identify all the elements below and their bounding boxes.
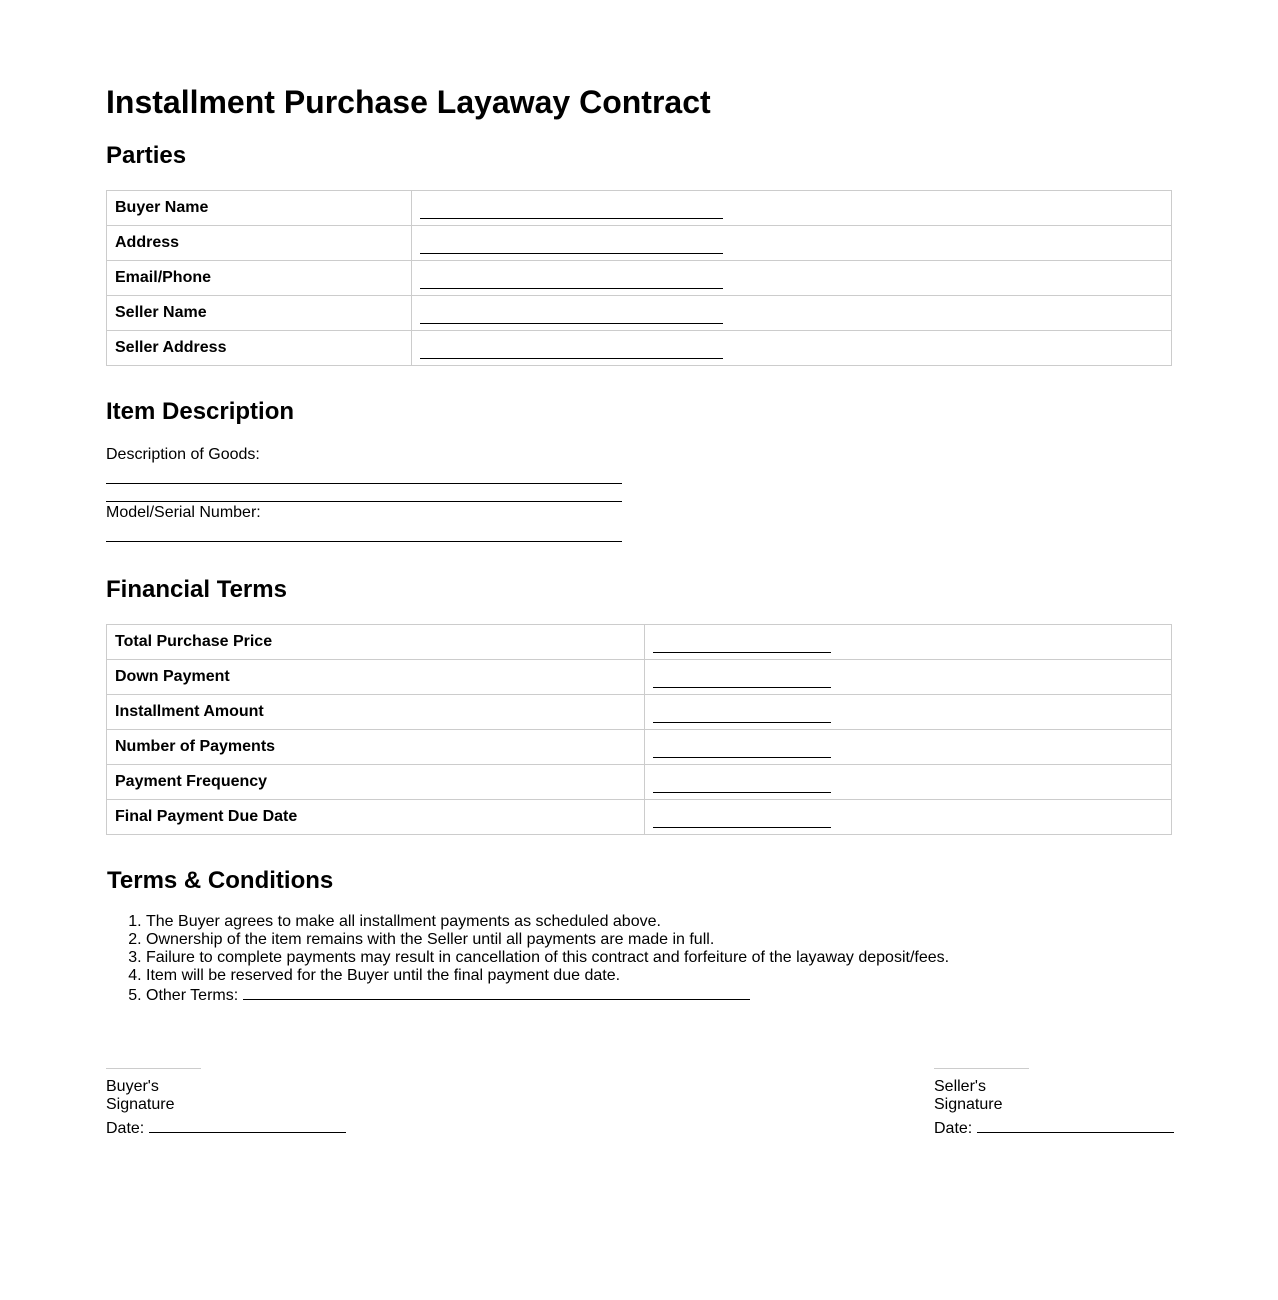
number-of-payments-field[interactable]: [653, 742, 831, 758]
term-text: Failure to complete payments may result in cancellation of this contract and forfeiture of the layaway deposit/fees.: [146, 949, 950, 966]
buyer-signature-label: Buyer's Signature: [106, 1078, 175, 1113]
down-payment-label: Down Payment: [107, 660, 645, 695]
buyer-name-field[interactable]: [420, 203, 723, 219]
buyer-date-label: Date:: [106, 1120, 145, 1137]
installment-amount-field[interactable]: [653, 707, 831, 723]
term-item: [146, 949, 949, 967]
term-item: [146, 931, 949, 949]
payment-frequency-cell: [645, 765, 1172, 800]
financial-terms-heading: Financial Terms: [106, 576, 287, 603]
table-row: [107, 191, 1172, 226]
seller-date-label: Date:: [934, 1120, 973, 1137]
down-payment-field[interactable]: [653, 672, 831, 688]
term-text: The Buyer agrees to make all installment payments as scheduled above.: [146, 913, 661, 930]
description-of-goods-line-2[interactable]: [106, 501, 622, 502]
term-item: [146, 985, 949, 1005]
number-of-payments-label: Number of Payments: [107, 730, 645, 765]
item-description-heading: Item Description: [106, 398, 295, 425]
buyer-date-field[interactable]: [149, 1118, 346, 1133]
table-row: [107, 695, 1172, 730]
seller-signature-line[interactable]: [934, 1068, 1029, 1069]
final-payment-due-date-field[interactable]: [653, 812, 831, 828]
table-row: [107, 800, 1172, 835]
table-row: [107, 331, 1172, 366]
seller-name-cell: [412, 296, 1172, 331]
buyer-name-cell: [412, 191, 1172, 226]
email-phone-cell: [412, 261, 1172, 296]
other-terms-label: Other Terms:: [146, 987, 239, 1004]
seller-date-field[interactable]: [977, 1118, 1174, 1133]
installment-amount-label: Installment Amount: [107, 695, 645, 730]
other-terms-field[interactable]: [243, 985, 750, 1000]
buyer-signature-block: [106, 1068, 346, 1138]
email-phone-label: Email/Phone: [107, 261, 412, 296]
table-row: [107, 261, 1172, 296]
address-label: Address: [107, 226, 412, 261]
email-phone-field[interactable]: [420, 273, 723, 289]
description-of-goods-label: Description of Goods:: [106, 446, 260, 463]
terms-list: [106, 913, 949, 1005]
model-serial-line[interactable]: [106, 541, 622, 542]
table-row: [107, 730, 1172, 765]
seller-name-label: Seller Name: [107, 296, 412, 331]
address-cell: [412, 226, 1172, 261]
terms-heading: Terms & Conditions: [107, 867, 334, 894]
seller-signature-label: Seller's Signature: [934, 1078, 1003, 1113]
down-payment-cell: [645, 660, 1172, 695]
seller-signature-block: [934, 1068, 1174, 1138]
description-of-goods-line-1[interactable]: [106, 483, 622, 484]
table-row: [107, 226, 1172, 261]
seller-name-field[interactable]: [420, 308, 723, 324]
seller-address-label: Seller Address: [107, 331, 412, 366]
final-payment-due-date-cell: [645, 800, 1172, 835]
term-item: [146, 913, 949, 931]
number-of-payments-cell: [645, 730, 1172, 765]
term-text: Item will be reserved for the Buyer until the final payment due date.: [146, 967, 621, 984]
seller-address-cell: [412, 331, 1172, 366]
buyer-date-row: [106, 1118, 346, 1138]
final-payment-due-date-label: Final Payment Due Date: [107, 800, 645, 835]
seller-date-row: [934, 1118, 1174, 1138]
parties-heading: Parties: [106, 142, 187, 169]
seller-address-field[interactable]: [420, 343, 723, 359]
financial-terms-table: [106, 624, 1172, 835]
table-row: [107, 660, 1172, 695]
parties-table: [106, 190, 1172, 366]
installment-amount-cell: [645, 695, 1172, 730]
document-title: Installment Purchase Layaway Contract: [106, 84, 711, 120]
total-purchase-price-label: Total Purchase Price: [107, 625, 645, 660]
total-purchase-price-cell: [645, 625, 1172, 660]
total-purchase-price-field[interactable]: [653, 637, 831, 653]
payment-frequency-label: Payment Frequency: [107, 765, 645, 800]
term-item: [146, 967, 949, 985]
model-serial-label: Model/Serial Number:: [106, 504, 261, 521]
payment-frequency-field[interactable]: [653, 777, 831, 793]
buyer-name-label: Buyer Name: [107, 191, 412, 226]
term-text: Ownership of the item remains with the Seller until all payments are made in full.: [146, 931, 715, 948]
table-row: [107, 765, 1172, 800]
table-row: [107, 625, 1172, 660]
table-row: [107, 296, 1172, 331]
address-field[interactable]: [420, 238, 723, 254]
buyer-signature-line[interactable]: [106, 1068, 201, 1069]
